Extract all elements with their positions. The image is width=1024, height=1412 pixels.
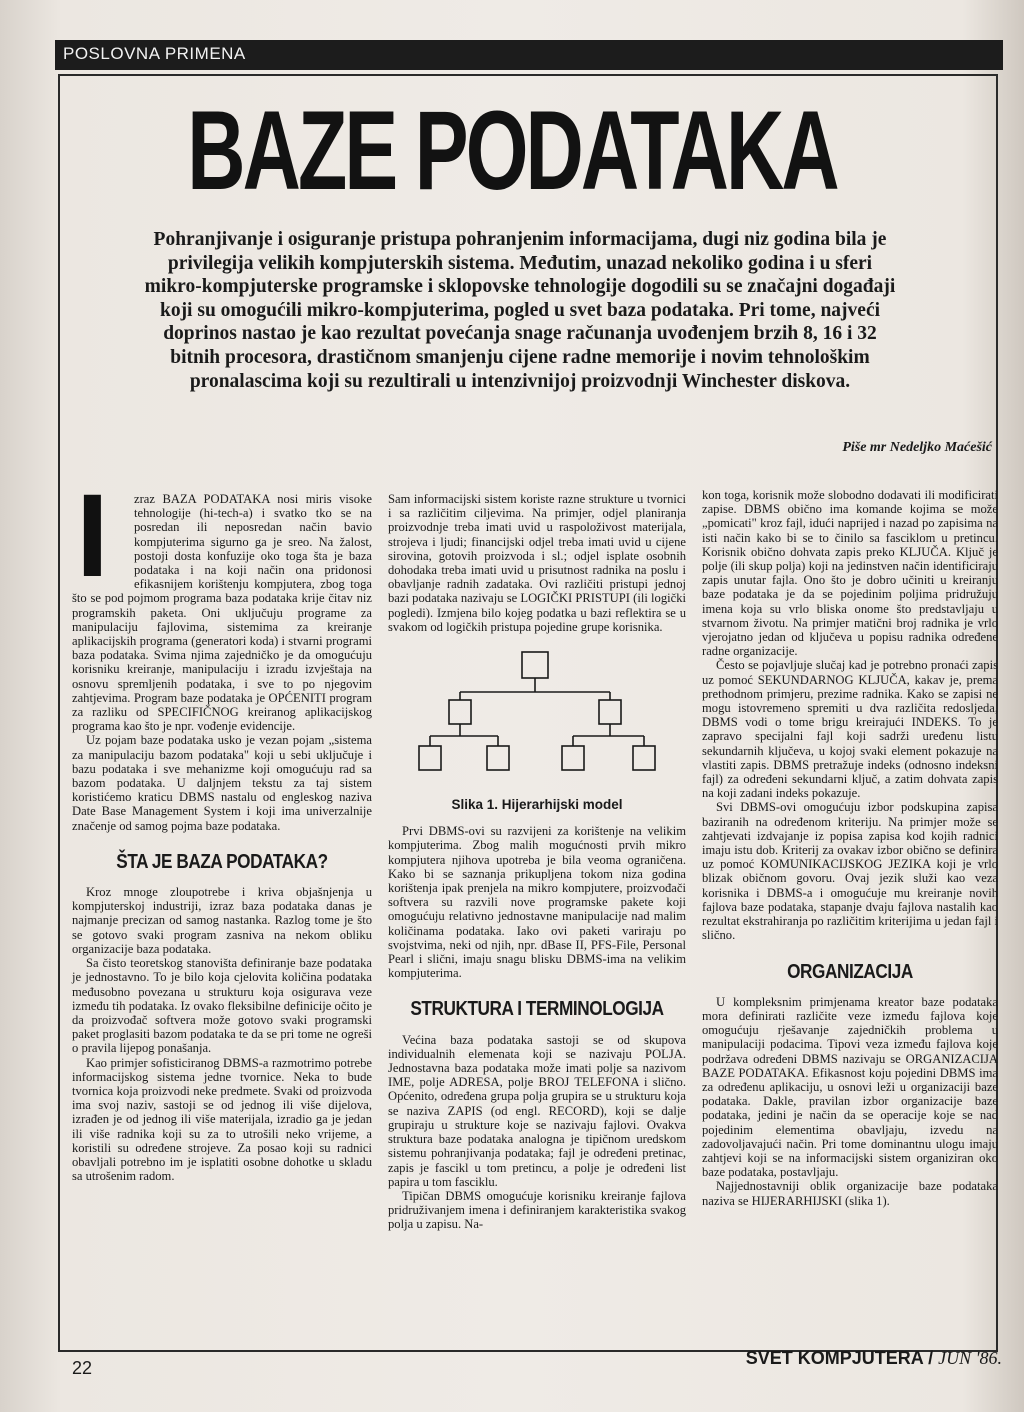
root-node [522,652,548,678]
section-label: POSLOVNA PRIMENA [63,44,246,63]
paragraph: Svi DBMS-ovi omogućuju izbor podskupina zapisa baziranih na određenom kriteriju. Na primjer može se zahtjevati izdvajanje iz popisa zapisa kod kojih radnici imaju istu dob. Kriterij za ovakav izbor obično se definira uz pomoć KOMUNIKACIJSKOG JEZIKA koji je vrlo blizak običnom govoru. Ovaj jezik služi kao veza korisnika i DBMS-a i omogućuje mu kreiranje novih fajlova baze podataka, stapanje dvaju fajlova nastalih kao rezultat ekstrahiranja po različitim kriterijima u jedan fajl i slično. [702,800,998,943]
paragraph: Uz pojam baze podataka usko je vezan pojam „sistema za manipulaciju bazom podataka" koji u sebi uključuje i bazu podataka i sve mehanizme koji omogućuju rad sa bazom podataka. U daljnjem tekstu za taj sistem koristićemo kraticu DBMS nastalu od engleskog naziva Date Base Management System i koji ima univerzalnije značenje od samog pojma baze podataka. [72,733,372,833]
level2-node [599,700,621,724]
magazine-footer [746,1348,1002,1369]
paragraph: Sa čisto teoretskog stanovišta definiranje baze podataka je jednostavno. To je bilo koja cjelovita količina podataka međusobno povezana u strukturu koja osigurava veze između tih podataka. Iz ovako fleksibilne definicije očito je da proizvođač softvera može gotovo svaki programski paket proglasiti bazom podataka te da se pri tome ne ogreši o pravila lijepog ponašanja. [72,956,372,1056]
figure-caption: Slika 1. Hijerarhijski model [451,797,623,813]
column-1 [72,470,372,1184]
section-heading: ŠTA JE BAZA PODATAKA? [116,850,328,873]
drop-cap: I [76,470,109,602]
section-heading: STRUKTURA I TERMINOLOGIJA [410,998,664,1021]
section-heading: ORGANIZACIJA [787,960,913,983]
article-deck: Pohranjivanje i osiguranje pristupa pohranjenim informacijama, dugi niz godina bila je privilegija velikih kompjuterskih sistema. Međutim, unazad nekoliko godina i u sferi mikro-kompjuterske programske i sklopovske tehnologije dogodili su se značajni događaji koji su omogućili mikro-kompjuterima, pogled u svet baza podataka. Pri tome, najveći doprinos nastao je kao rezultat povećanja snage računanja uvođenjem brzih 8, 16 i 32 bitnih procesora, drastičnom smanjenju cijene radne memorije i novim tehnološkim pronalascima koji su rezultirali u intenzivnijoj proizvodnji Winchester diskova. [144,229,896,392]
paragraph: Većina baza podataka sastoji se od skupova individualnih elemenata koji se nazivaju POLJA. Jednostavna baza podataka može imati polje sa nazivom IME, polje ADRESA, polje BROJ TELEFONA i slično. Općenito, određena grupa polja grupira se u strukturu koja se naziva ZAPIS (od engl. RECORD), koji se dalje grupiraju u strukture koje se nazivaju fajlovi. Ovakva struktura baze podataka analogna je tipičnom uredskom sistemu pohranjivanja podataka; fajl je određeni pretinac, zapis je fascikl u tom pretincu, a polje je određeni list papira u tom fasciklu. [388,1032,686,1189]
leaf-node [487,746,509,770]
page-number: 22 [72,1358,93,1378]
section-bar [55,40,1003,70]
paragraph: I zraz BAZA PODATAKA nosi miris visoke tehnologije (hi-tech-a) i svatko tko se na posredan ili neposredan način bavio kompjuterima sigurno ga je sreo. Na žalost, postoji dosta konfuzije oko toga šta je baza podataka i na koji način ona pridonosi efikasnijem korištenju kompjutera, zbog toga što se pod pojmom programa baza podataka krije čitav niz programskih paketa. Oni uključuju programe za manipulaciju fajlovima, sistemima za kreiranje aplikacijskih programa (generatori koda) i stvarni programi baza podataka. Svima njima zajedničko je da omogućuju korisniku kreiranje, manipulaciju i izradu izvještaja na osnovu spremljenih podataka, i sve to po njegovim zahtjevima. Program baze podataka je OPĆENITI program za razliku od SPECIFIČNOG kreiranog aplikacijskog programa kao što je npr. vođenje evidencije. [72,470,372,734]
leaf-node [562,746,584,770]
paragraph: Kao primjer sofisticiranog DBMS-a razmotrimo potrebe informacijskog sistema jedne tvornice. Neka to bude tvornica koja proizvodi neke predmete. Svaki od proizvoda ima svoj naziv, sastoji se od jednog ili više dijelova, izrađen je od jednog ili više materijala, izradio ga je jedan ili više radnika koji su za to utrošili neko vrijeme, a koristili su određene strojeve. Za posao koji su radnici obavljali potrebno im je isplatiti osobne dohotke u skladu sa utrošenim radom. [72,1055,372,1184]
paragraph: Prvi DBMS-ovi su razvijeni za korištenje na velikim kompjuterima. Zbog malih mogućnosti prvih mikro kompjutera njihova upotreba je bila veoma ograničena. Kako bi se saznanja prikupljena tokom niza godina korištenja ipak prenjela na mikro kompjutere, proizvođači softvera su razvili nove programske pakete koji omogućuju relativno jednostavne manipulacije nad malim količinama podataka. Iako ovi paketi variraju po svojstvima, neki od njih, npr. dBase II, PFS-File, Personal Pearl i slični, imaju snagu blisku DBMS-ima na velikim kompjuterima. [388,824,686,981]
level2-node [449,700,471,724]
magazine-name: SVET KOMPJUTERA / [745,1348,934,1368]
paragraph: Najjednostavniji oblik organizacije baze podataka naziva se HIJERARHIJSKI (slika 1). [702,1179,998,1208]
paragraph: Sam informacijski sistem koriste razne strukture u tvornici i sa različitim ciljevima. Na primjer, odjel planiranja proizvodnje treba imati uvid u raspoloživost materijala, strojeva i ljudi; financijski odjel treba imati uvid u cijene sirovina, gotovih proizvoda i sl.; odjel isplate osobnih dohodaka treba imati uvid u prisutnost radnika na poslu i obavljanje radnih zadataka. Ovi različiti pristupi jednoj bazi podataka nazivaju se LOGIČKI PRISTUPI (ili logički pogledi). Izmjena bilo kojeg podatka u bazi reflektira se u svakom od logičkih pristupa pojedine grupe korisnika. [388,492,686,634]
hierarchy-diagram [388,644,686,794]
paragraph: Tipičan DBMS omogućuje korisniku kreiranje fajlova pridruživanjem imena i definiranjem karakteristika svakog polja u zapisu. Na- [388,1188,686,1232]
paragraph: Često se pojavljuje slučaj kad je potrebno pronaći zapis uz pomoć SEKUNDARNOG KLJUČA, kakav je, prema prethodnom primjeru, prezime radnika. Kako se zapisi ne mogu istovremeno spremiti u dva različita redosljeda, DBMS vodi o tome brigu kreirajući INDEKS. To je zapravo specijalni fajl koji sadrži uređenu listu sekundarnih ključeva, u kojoj svaki element pokazuje na vlastiti zapis. DBMS pretražuje indeks (odnosno indeksni fajl) za određeni sekundarni ključ, a zatim dohvata zapis na koji zadani indeks pokazuje. [702,658,998,801]
column-3 [702,488,998,1208]
column-2 [388,492,686,1232]
issue-date: JUN '86. [938,1348,1002,1368]
byline: Piše mr Nedeljko Maćešić [842,440,992,455]
paragraph: Kroz mnoge zloupotrebe i kriva objašnjenja u kompjuterskoj industriji, izraz baza podataka danas je najmanje precizan od samog nastanka. Razlog tome je što se gotovo svaki program zasniva na nekom obliku organizacije baza podataka. [72,885,372,956]
paragraph: U kompleksnim primjenama kreator baze podataka mora definirati različite veze između fajlova koje omogućuju rješavanje zajedničkih problema u manipulaciji podacima. Tipovi veza između fajlova koje podržava određeni DBMS nazivaju se ORGANIZACIJA BAZE PODATAKA. Efikasnost koju pojedini DBMS ima za određenu aplikaciju, u osnovi leži u organizaciji baze podataka. Dakle, pravilan izbor organizacije baze podataka, jedini je način da se operacije koje se nad pojedinim elementima obavljaju, izvedu na zadovoljavajući način. Pri tome dominantnu ulogu imaju zahtjevi koji se na informacijski sistem organiziran oko baze podataka, postavljaju. [702,994,998,1180]
article-title: BAZE PODATAKA [187,88,837,213]
leaf-node [419,746,441,770]
leaf-node [633,746,655,770]
paragraph: kon toga, korisnik može slobodno dodavati ili modificirati zapise. DBMS obično ima komande kojima se može „pomicati" kroz fajl, idući naprijed i nazad po zapisima na isti način kako bi se to činilo sa fasciklom u pretincu. Korisnik obično dohvata zapis preko KLJUČA. Ključ je polje (ili skup polja) koji na jedinstven način identificiraju zapis unutar fajla. Ono što je dobro učiniti u kreiranju baze podataka je da se pojedinim poljima pridružuju imena koja su vrlo bliska onome što predstavljaju u stvarnom životu. Na primjer matični broj radnika je vrlo vjerojatno jedan od ključeva u popisu radnika određene radne organizacije. [702,488,998,659]
